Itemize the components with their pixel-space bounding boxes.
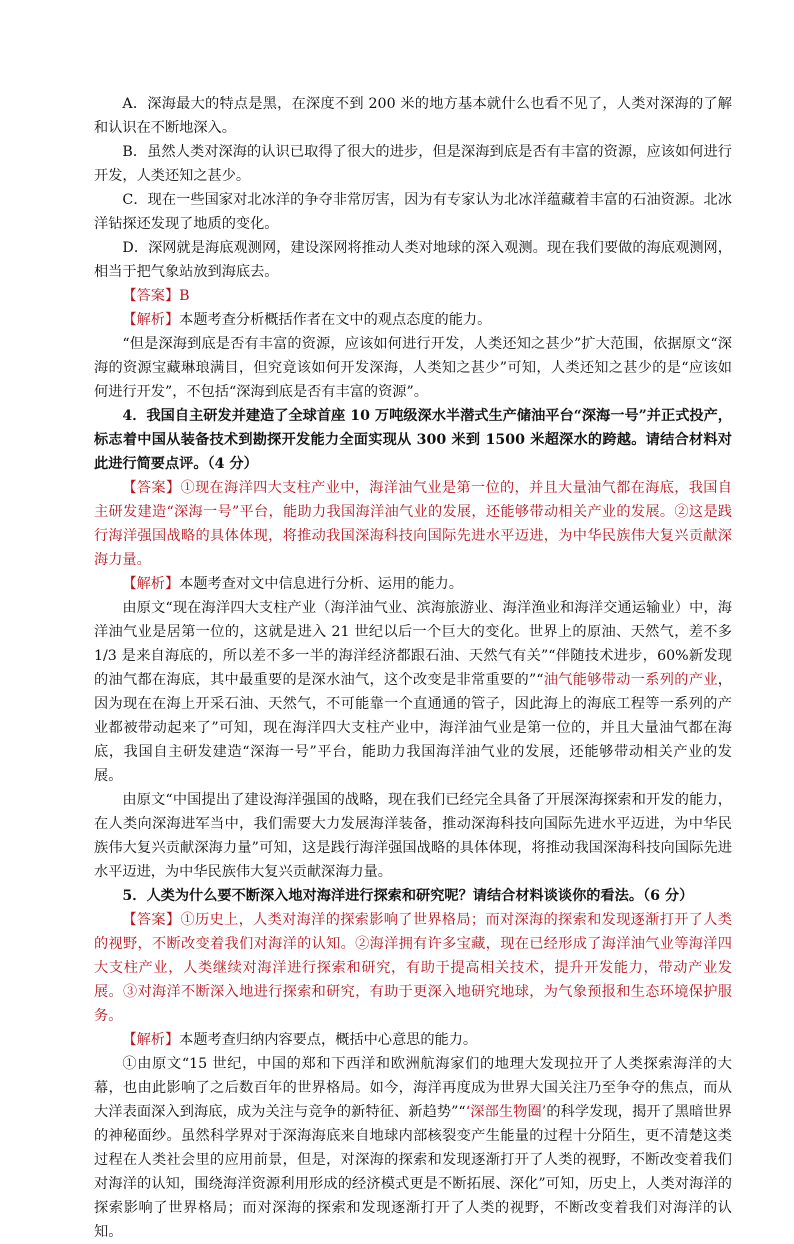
option-c: C．现在一些国家对北冰洋的争夺非常厉害，因为有专家认为北冰洋蕴藏着丰富的石油资源。北冰洋钻探还发现了地质的变化。 xyxy=(94,192,732,232)
detail-text: ，因为现在在海上开采石油、天然气，不可能靠一个直通通的管子，因此海上的海底工程等一系列的产业都被带动起来了”可知，现在海洋四大支柱产业中，海洋油气业是第一位的，并且大量油气都在海底，我国自主研发建造“深海一号”平台，能助力我国海洋油气业的发展，还能够带动相关产业的发展。 xyxy=(94,672,732,784)
detail-text: ①由原文“15 世纪，中国的郑和下西洋和欧洲航海家们的地理大发现拉开了人类探索海洋的大幕，也由此影响了之后数百年的世界格局。如今，海洋再度成为世界大国关注乃至争夺的焦点，而从大洋表面深入到海底，成为关注与竞争的新特征、新趋势”“ xyxy=(94,1056,732,1120)
detail-text: 由原文“现在海洋四大支柱产业（海洋油气业、滨海旅游业、海洋渔业和海洋交通运输业）中，海洋油气业是居第一位的，这就是进入 21 世纪以后一个巨大的变化。世界上的原油、天然气，差不多 1/3 是来自海底的，所以差不多一半的海洋经济都跟石油、天然气有关”“伴随技术进步，60%新发现的油气都在海底，其中最重要的是深水油气，这个改变是非常重要的”“ xyxy=(94,600,732,688)
analysis-tag: 【解析】 xyxy=(122,1032,180,1048)
option-b: B．虽然人类对深海的认识已取得了很大的进步，但是深海到底是否有丰富的资源，应该如何进行开发，人类还知之甚少。 xyxy=(94,144,732,184)
q4-question: 4．我国自主研发并建造了全球首座 10 万吨级深水半潜式生产储油平台“深海一号”并正式投产，标志着中国从装备技术到勘探开发能力全面实现从 300 米到 1500 米超深水的跨越。请结合材料对此进行简要点评。（4 分） xyxy=(94,408,732,472)
answer-text: ②这是践行海洋强国战略的具体体现，将推动我国深海科技向国际先进水平迈进，为中华民族伟大复兴贡献深海力量。 xyxy=(94,504,732,568)
answer-text: ③对海洋不断深入地进行探索和研究，有助于更深入地研究地球，为气象预报和生态环境保护服务。 xyxy=(94,984,732,1024)
q5-question: 5．人类为什么要不断深入地对海洋进行探索和研究呢？请结合材料谈谈你的看法。（6 分） xyxy=(122,888,694,904)
option-d: D．深网就是海底观测网，建设深网将推动人类对地球的深入观测。现在我们要做的海底观测网，相当于把气象站放到海底去。 xyxy=(94,240,732,280)
answer-tag: 【答案】 xyxy=(122,288,180,304)
q3-answer xyxy=(94,284,732,308)
q3-analysis xyxy=(94,308,732,332)
detail-highlight: 油气能够带动一系列的产业 xyxy=(543,672,718,688)
answer-value: B xyxy=(179,288,190,304)
q3-detail: “但是深海到底是否有丰富的资源，应该如何进行开发，人类还知之甚少”扩大范围，依据原文“深海的资源宝藏琳琅满目，但究竟该如何开发深海，人类知之甚少”可知，人类还知之甚少的是“应该如何进行开发”，不包括“深海到底是否有丰富的资源”。 xyxy=(94,336,732,400)
detail-text: 的科学发现，揭开了黑暗世界的神秘面纱。虽然科学界对于深海海底来自地球内部核裂变产生能量的过程十分陌生，更不清楚这类过程在人类社会里的应用前景，但是，对深海的探索和发现逐渐打开了人类的视野，不断改变着我们对海洋的认知，围绕海洋资源利用形成的经济模式更是不断拓展、深化”可知，历史上，人类对海洋的探索影响了世界格局；而对深海的探索和发现逐渐打开了人类的视野，不断改变着我们对海洋的认知。 xyxy=(94,1104,732,1240)
answer-tag: 【答案】 xyxy=(122,480,181,496)
answer-tag: 【答案】 xyxy=(122,912,181,928)
analysis-text: 本题考查归纳内容要点，概括中心意思的能力。 xyxy=(179,1032,478,1048)
analysis-text: 本题考查分析概括作者在文中的观点态度的能力。 xyxy=(179,312,492,328)
option-a: A．深海最大的特点是黑，在深度不到 200 米的地方基本就什么也看不见了，人类对深海的了解和认识在不断地深入。 xyxy=(94,96,732,136)
q4-analysis xyxy=(94,572,732,596)
q4-detail-2: 由原文“中国提出了建设海洋强国的战略，现在我们已经完全具备了开展深海探索和开发的能力，在人类向深海进军当中，我们需要大力发展海洋装备，推动深海科技向国际先进水平迈进，为中华民族伟大复兴贡献深海力量”可知，这是践行海洋强国战略的具体体现，将推动我国深海科技向国际先进水平迈进，为中华民族伟大复兴贡献深海力量。 xyxy=(94,792,732,880)
answer-text: ②海洋拥有许多宝藏，现在已经形成了海洋油气业等海洋四大支柱产业，人类继续对海洋进行探索和研究，有助于提高相关技术，提升开发能力，带动产业发展。 xyxy=(94,936,732,1000)
analysis-text: 本题考查对文中信息进行分析、运用的能力。 xyxy=(179,576,463,592)
detail-highlight: ‘深部生物圈’ xyxy=(465,1104,547,1120)
analysis-tag: 【解析】 xyxy=(122,312,180,328)
q4-detail-1 xyxy=(94,596,732,788)
q4-answer xyxy=(94,476,732,572)
q5-analysis xyxy=(94,1028,732,1052)
q5-detail-1 xyxy=(94,1052,732,1244)
analysis-tag: 【解析】 xyxy=(122,576,180,592)
q5-answer xyxy=(94,908,732,1028)
answer-text: ①现在海洋四大支柱产业中，海洋油气业是第一位的，并且大量油气都在海底，我国自主研发建造“深海一号”平台，能助力我国海洋油气业的发展，还能够带动相关产业的发展。 xyxy=(94,480,732,520)
answer-text: ①历史上，人类对海洋的探索影响了世界格局；而对深海的探索和发现逐渐打开了人类的视野，不断改变着我们对海洋的认知。 xyxy=(94,912,732,952)
